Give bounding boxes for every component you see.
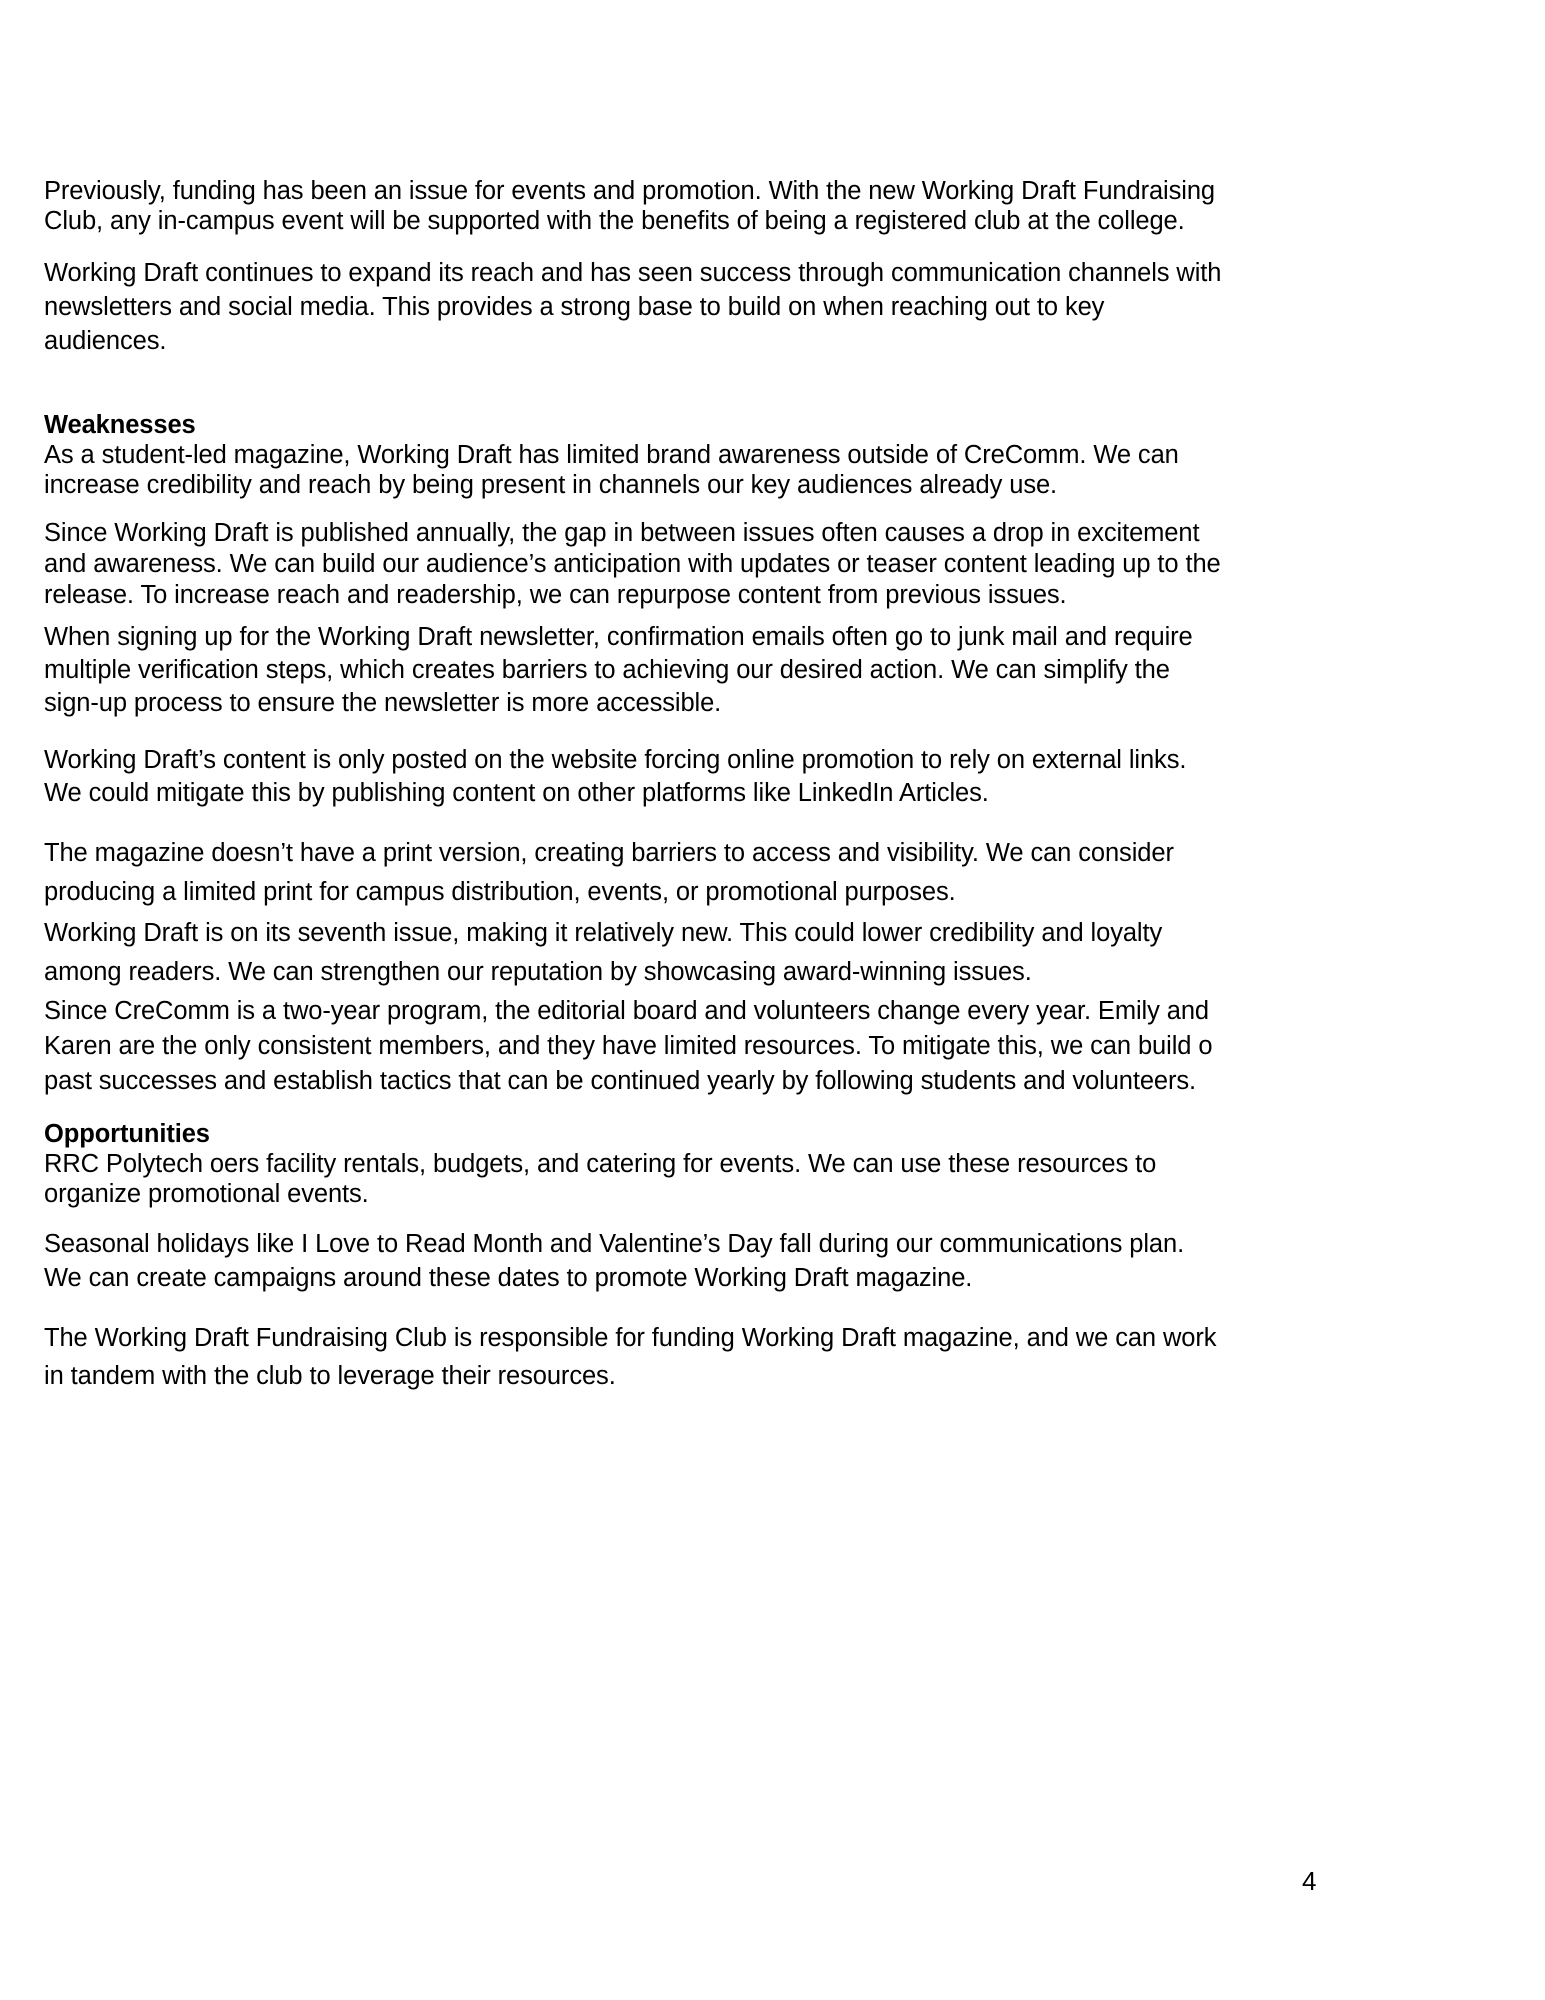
paragraph-reach: Working Draft continues to expand its reach and has seen success through communication channels with newsletters and social media. This provides a strong base to build on when reaching out to key audiences.	[44, 259, 1222, 355]
paragraph-weakness-website: Working Draft’s content is only posted on the website forcing online promotion to rely on external links. We could mitigate this by publishing content on other platforms like LinkedIn Articles.	[44, 746, 1187, 807]
page-number: 4	[1302, 1866, 1317, 1896]
paragraph-opportunity-facilities: RRC Polytech oers facility rentals, budgets, and catering for events. We can use these resources to organize promotional events.	[44, 1150, 1157, 1208]
paragraph-opportunity-holidays: Seasonal holidays like I Love to Read Month and Valentine’s Day fall during our communications plan. We can create campaigns around these dates to promote Working Draft magazine.	[44, 1230, 1185, 1292]
paragraph-weakness-turnover: Since CreComm is a two-year program, the editorial board and volunteers change every year. Emily and Karen are the only consistent members, and they have limited resources. To mitigate this, we can build o past successes and establish tactics that can be continued yearly by following students and volunteers.	[44, 997, 1213, 1095]
paragraph-weakness-print: The magazine doesn’t have a print version, creating barriers to access and visibility. We can consider producing a limited print for campus distribution, events, or promotional purposes.	[44, 839, 1174, 906]
paragraph-weakness-new: Working Draft is on its seventh issue, making it relatively new. This could lower credibility and loyalty among readers. We can strengthen our reputation by showcasing award-winning issues.	[44, 919, 1163, 986]
paragraph-opportunity-club: The Working Draft Fundraising Club is responsible for funding Working Draft magazine, and we can work in tandem with the club to leverage their resources.	[44, 1324, 1217, 1390]
page-content	[44, 176, 1224, 1395]
section-heading-weaknesses: Weaknesses	[44, 411, 196, 439]
paragraph-weakness-annual: Since Working Draft is published annually, the gap in between issues often causes a drop in excitement and awareness. We can build our audience’s anticipation with updates or teaser content leading up to the release. To increase reach and readership, we can repurpose content from previous issues.	[44, 519, 1221, 609]
section-heading-opportunities: Opportunities	[44, 1120, 210, 1148]
paragraph-funding: Previously, funding has been an issue for events and promotion. With the new Working Draft Fundraising Club, any in-campus event will be supported with the benefits of being a registered club at the college.	[44, 177, 1215, 235]
paragraph-weakness-newsletter: When signing up for the Working Draft newsletter, confirmation emails often go to junk mail and require multiple verification steps, which creates barriers to achieving our desired action. We can simplify the sign-up process to ensure the newsletter is more accessible.	[44, 623, 1193, 717]
paragraph-weakness-awareness: As a student-led magazine, Working Draft has limited brand awareness outside of CreComm. We can increase credibility and reach by being present in channels our key audiences already use.	[44, 441, 1179, 499]
